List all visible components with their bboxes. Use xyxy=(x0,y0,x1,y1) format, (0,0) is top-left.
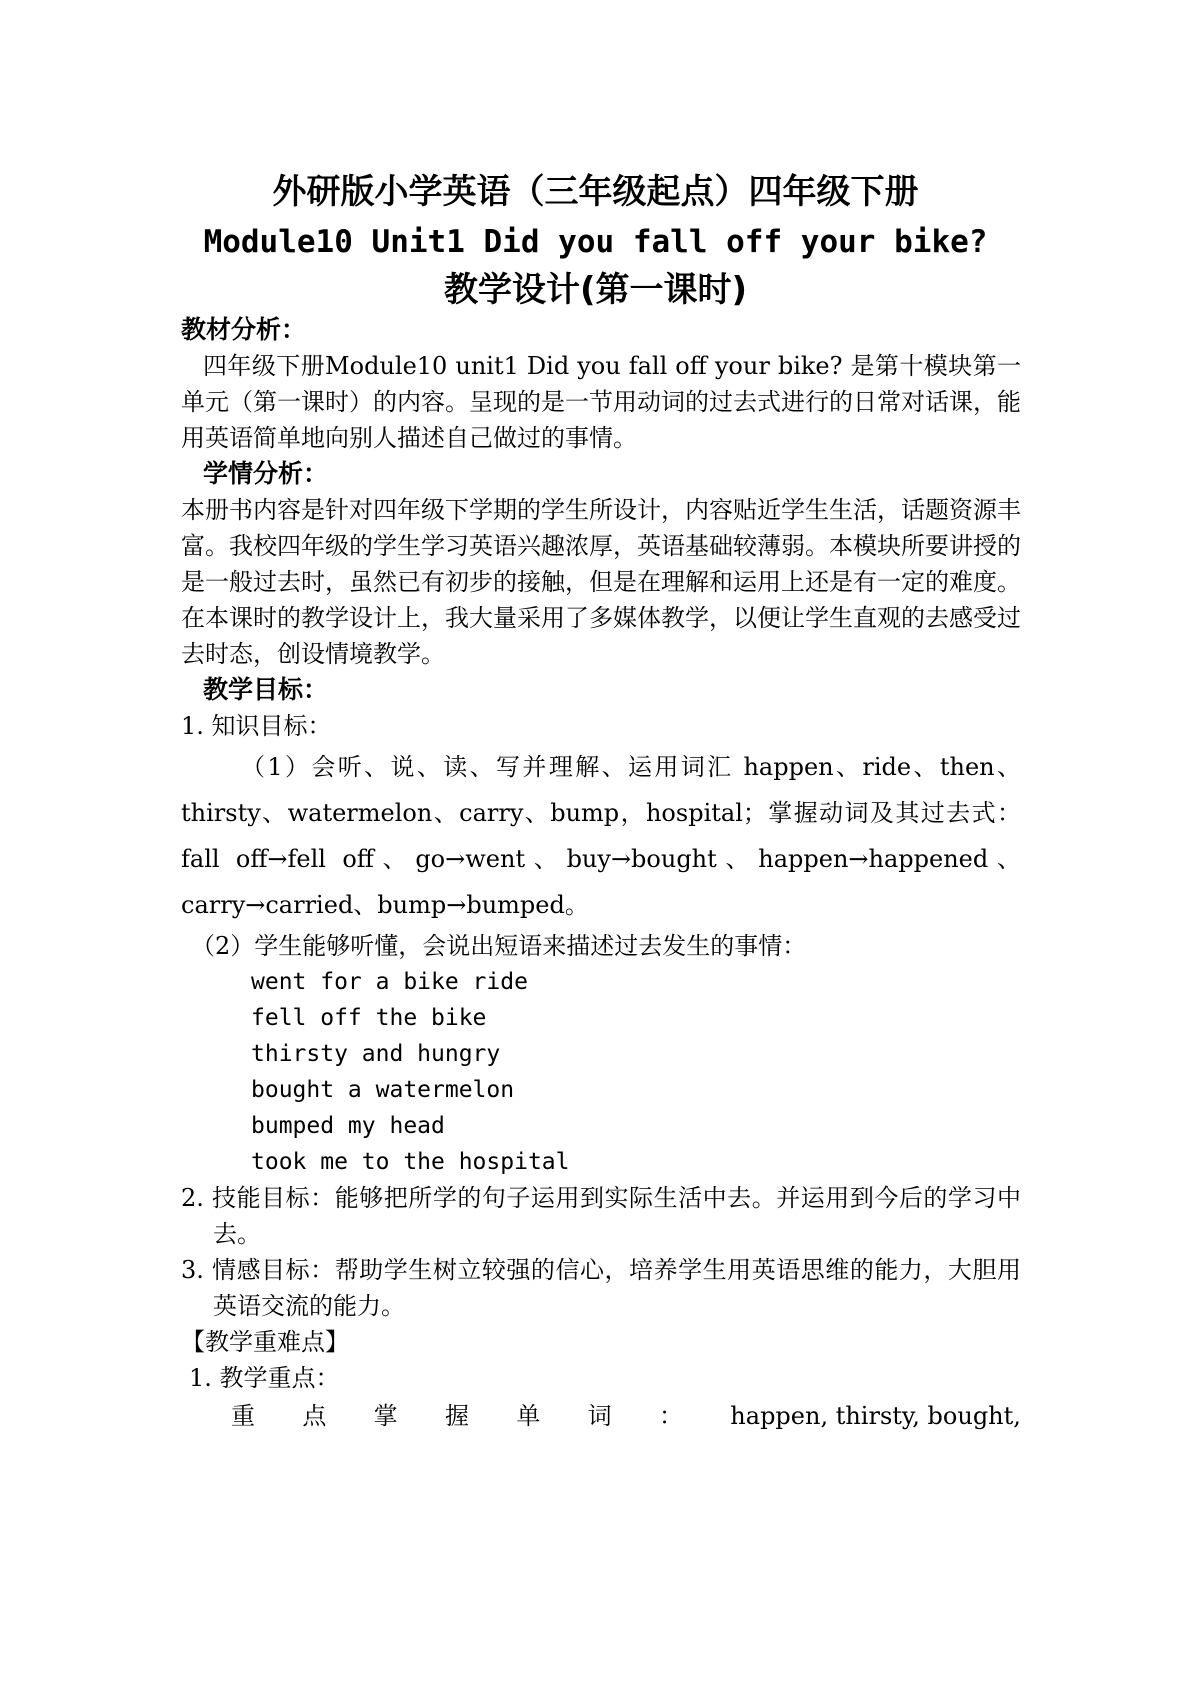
key-points-sub-heading: 1. 教学重点： xyxy=(189,1364,340,1392)
document-subtitle: Module10 Unit1 Did you fall off your bike? xyxy=(203,224,988,260)
emotion-objective: 3. 情感目标：帮助学生树立较强的信心，培养学生用英语思维的能力，大胆用英语交流的能力。 xyxy=(181,1256,1021,1320)
objectives-heading: 教学目标： xyxy=(203,675,329,704)
key-vocab-char: 点 xyxy=(302,1402,327,1430)
phrase-item: bumped my head xyxy=(251,1113,445,1139)
key-vocab-char: 握 xyxy=(444,1402,469,1430)
knowledge-objective-label: 1. 知识目标： xyxy=(181,712,332,740)
skill-objective: 2. 技能目标：能够把所学的句子运用到实际生活中去。并运用到今后的学习中去。 xyxy=(181,1184,1021,1248)
textbook-analysis-text: 四年级下册Module10 unit1 Did you fall off your bike? 是第十模块第一单元（第一课时）的内容。呈现的是一节用动词的过去式进行的日常对话课，能用英语简单地向别人描述自己做过的事情。 xyxy=(181,352,1021,452)
key-points-heading: 【教学重难点】 xyxy=(181,1328,349,1356)
document-body xyxy=(181,312,1021,1436)
key-vocab-char: 单 xyxy=(516,1402,541,1430)
phrase-item: thirsty and hungry xyxy=(251,1041,501,1067)
phrase-item: fell off the bike xyxy=(251,1005,487,1031)
textbook-analysis-heading: 教材分析： xyxy=(181,315,307,344)
key-vocab-words: happen, thirsty, bought, xyxy=(730,1402,1021,1430)
document-title-lesson: 教学设计(第一课时) xyxy=(443,270,748,310)
knowledge-objective-item-1: （1）会听、说、读、写并理解、运用词汇 happen、ride、then、thirsty、watermelon、carry、bump，hospital；掌握动词及其过去式：fall off→fell off、go→went、buy→bought、happen→happened、carry→carried、bump→bumped。 xyxy=(181,753,1021,919)
phrase-item: took me to the hospital xyxy=(251,1149,570,1175)
student-analysis-heading: 学情分析： xyxy=(203,459,329,488)
student-analysis-text: 本册书内容是针对四年级下学期的学生所设计，内容贴近学生生活，话题资源丰富。我校四年级的学生学习英语兴趣浓厚，英语基础较薄弱。本模块所要讲授的是一般过去时，虽然已有初步的接触，但是在理解和运用上还是有一定的难度。在本课时的教学设计上，我大量采用了多媒体教学，以便让学生直观的去感受过去时态，创设情境教学。 xyxy=(181,496,1021,668)
phrase-item: went for a bike ride xyxy=(251,969,528,995)
knowledge-objective-item-2: （2）学生能够听懂，会说出短语来描述过去发生的事情： xyxy=(191,932,807,960)
key-vocab-char: 掌 xyxy=(373,1402,398,1430)
phrase-item: bought a watermelon xyxy=(251,1077,515,1103)
key-vocab-char: ： xyxy=(658,1402,683,1430)
document-title: 外研版小学英语（三年级起点）四年级下册 xyxy=(272,172,919,212)
key-vocab-line xyxy=(181,1396,1021,1436)
key-vocab-char: 重 xyxy=(231,1402,255,1430)
key-vocab-char: 词 xyxy=(587,1402,612,1430)
